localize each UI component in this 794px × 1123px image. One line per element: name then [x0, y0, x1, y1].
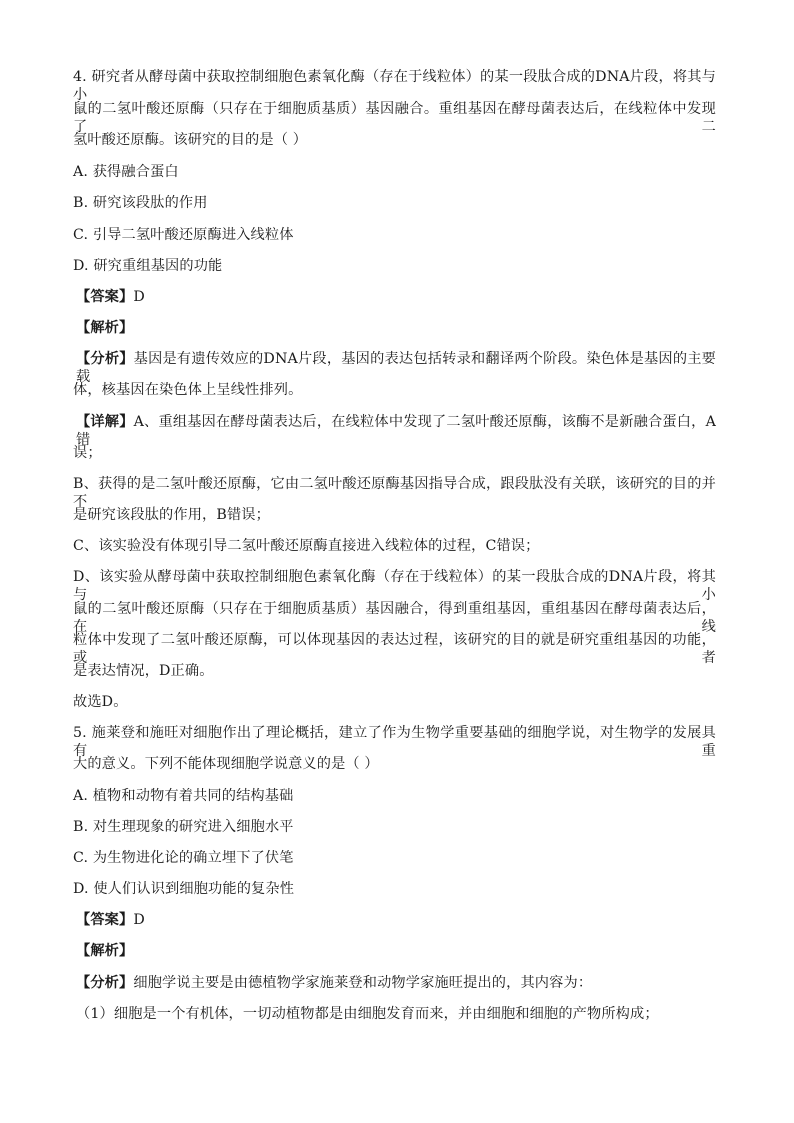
analysis-text: 基因是有遗传效应的DNA片段，基因的表达包括转录和翻译两个阶段。染色体是基因的主要载 [76, 351, 716, 385]
q5-stem-line-2: 大的意义。下列不能体现细胞学说意义的是（ ） [73, 756, 379, 772]
q5-option-d: D. 使人们认识到细胞功能的复杂性 [73, 881, 295, 897]
q5-analysis-line-2: （1）细胞是一个有机体，一切动植物都是由细胞发育而来，并由细胞和细胞的产物所构成； [76, 1006, 659, 1022]
q4-option-d: D. 研究重组基因的功能 [73, 258, 223, 274]
q4-detail-line-6: D、该实验从酵母菌中获取控制细胞色素氧化酶（存在于线粒体）的某一段肽合成的DNA片段，将其与小 [73, 569, 716, 603]
q4-stem-line-1: 4. 研究者从酵母菌中获取控制细胞色素氧化酶（存在于线粒体）的某一段肽合成的DNA片段，将其与小 [73, 69, 716, 103]
q5-answer [76, 911, 145, 929]
q4-detail-line-1 [76, 413, 716, 448]
q4-detail-line-5: C、该实验没有体现引导二氢叶酸还原酶直接进入线粒体的过程，C错误； [73, 538, 540, 554]
q4-detail-line-2: 误； [73, 445, 102, 461]
q5-option-a: A. 植物和动物有着共同的结构基础 [73, 788, 294, 804]
q5-analysis-line-1 [76, 974, 592, 992]
answer-value: D [133, 912, 145, 928]
q4-option-a: A. 获得融合蛋白 [73, 164, 179, 180]
analysis-tag: 【分析】 [76, 351, 134, 367]
answer-tag: 【答案】 [76, 912, 134, 928]
q5-option-c: C. 为生物进化论的确立埋下了伏笔 [73, 850, 294, 866]
q5-stem-line-1: 5. 施莱登和施旺对细胞作出了理论概括，建立了作为生物学重要基础的细胞学说，对生物学的发展具有重 [73, 725, 716, 759]
q4-detail-line-8: 粒体中发现了二氢叶酸还原酶，可以体现基因的表达过程，该研究的目的就是研究重组基因的功能，或者 [73, 632, 716, 666]
answer-value: D [133, 289, 145, 305]
detail-text: A、重组基因在酵母菌表达后，在线粒体中发现了二氢叶酸还原酶，该酶不是新融合蛋白，A错 [76, 414, 716, 448]
q4-analysis-line-1 [76, 350, 716, 385]
q4-jiexi-heading: 【解析】 [76, 320, 134, 336]
q4-detail-line-9: 是表达情况，D正确。 [73, 663, 214, 679]
analysis-text: 细胞学说主要是由德植物学家施莱登和动物学家施旺提出的，其内容为： [133, 975, 593, 991]
q4-stem-line-3: 氢叶酸还原酶。该研究的目的是（ ） [73, 132, 308, 148]
q4-option-c: C. 引导二氢叶酸还原酶进入线粒体 [73, 227, 294, 243]
q4-detail-line-7: 鼠的二氢叶酸还原酶（只存在于细胞质基质）基因融合，得到重组基因，重组基因在酵母菌表达后，在线 [73, 601, 716, 635]
detail-tag: 【详解】 [76, 414, 134, 430]
q4-stem-line-2: 鼠的二氢叶酸还原酶（只存在于细胞质基质）基因融合。重组基因在酵母菌表达后，在线粒体中发现了二 [73, 101, 716, 135]
analysis-tag: 【分析】 [76, 975, 134, 991]
q5-jiexi-heading: 【解析】 [76, 943, 134, 959]
q4-detail-line-4: 是研究该段肽的作用，B错误； [73, 507, 270, 523]
q4-analysis-line-2: 体，核基因在染色体上呈线性排列。 [73, 382, 303, 398]
answer-tag: 【答案】 [76, 289, 134, 305]
q4-detail-line-3: B、获得的是二氢叶酸还原酶，它由二氢叶酸还原酶基因指导合成，跟段肽没有关联，该研究的目的并不 [73, 476, 716, 510]
q4-answer [76, 288, 145, 306]
q4-option-b: B. 研究该段肽的作用 [73, 195, 208, 211]
q4-conclusion: 故选D。 [73, 694, 128, 710]
q5-option-b: B. 对生理现象的研究进入细胞水平 [73, 819, 294, 835]
